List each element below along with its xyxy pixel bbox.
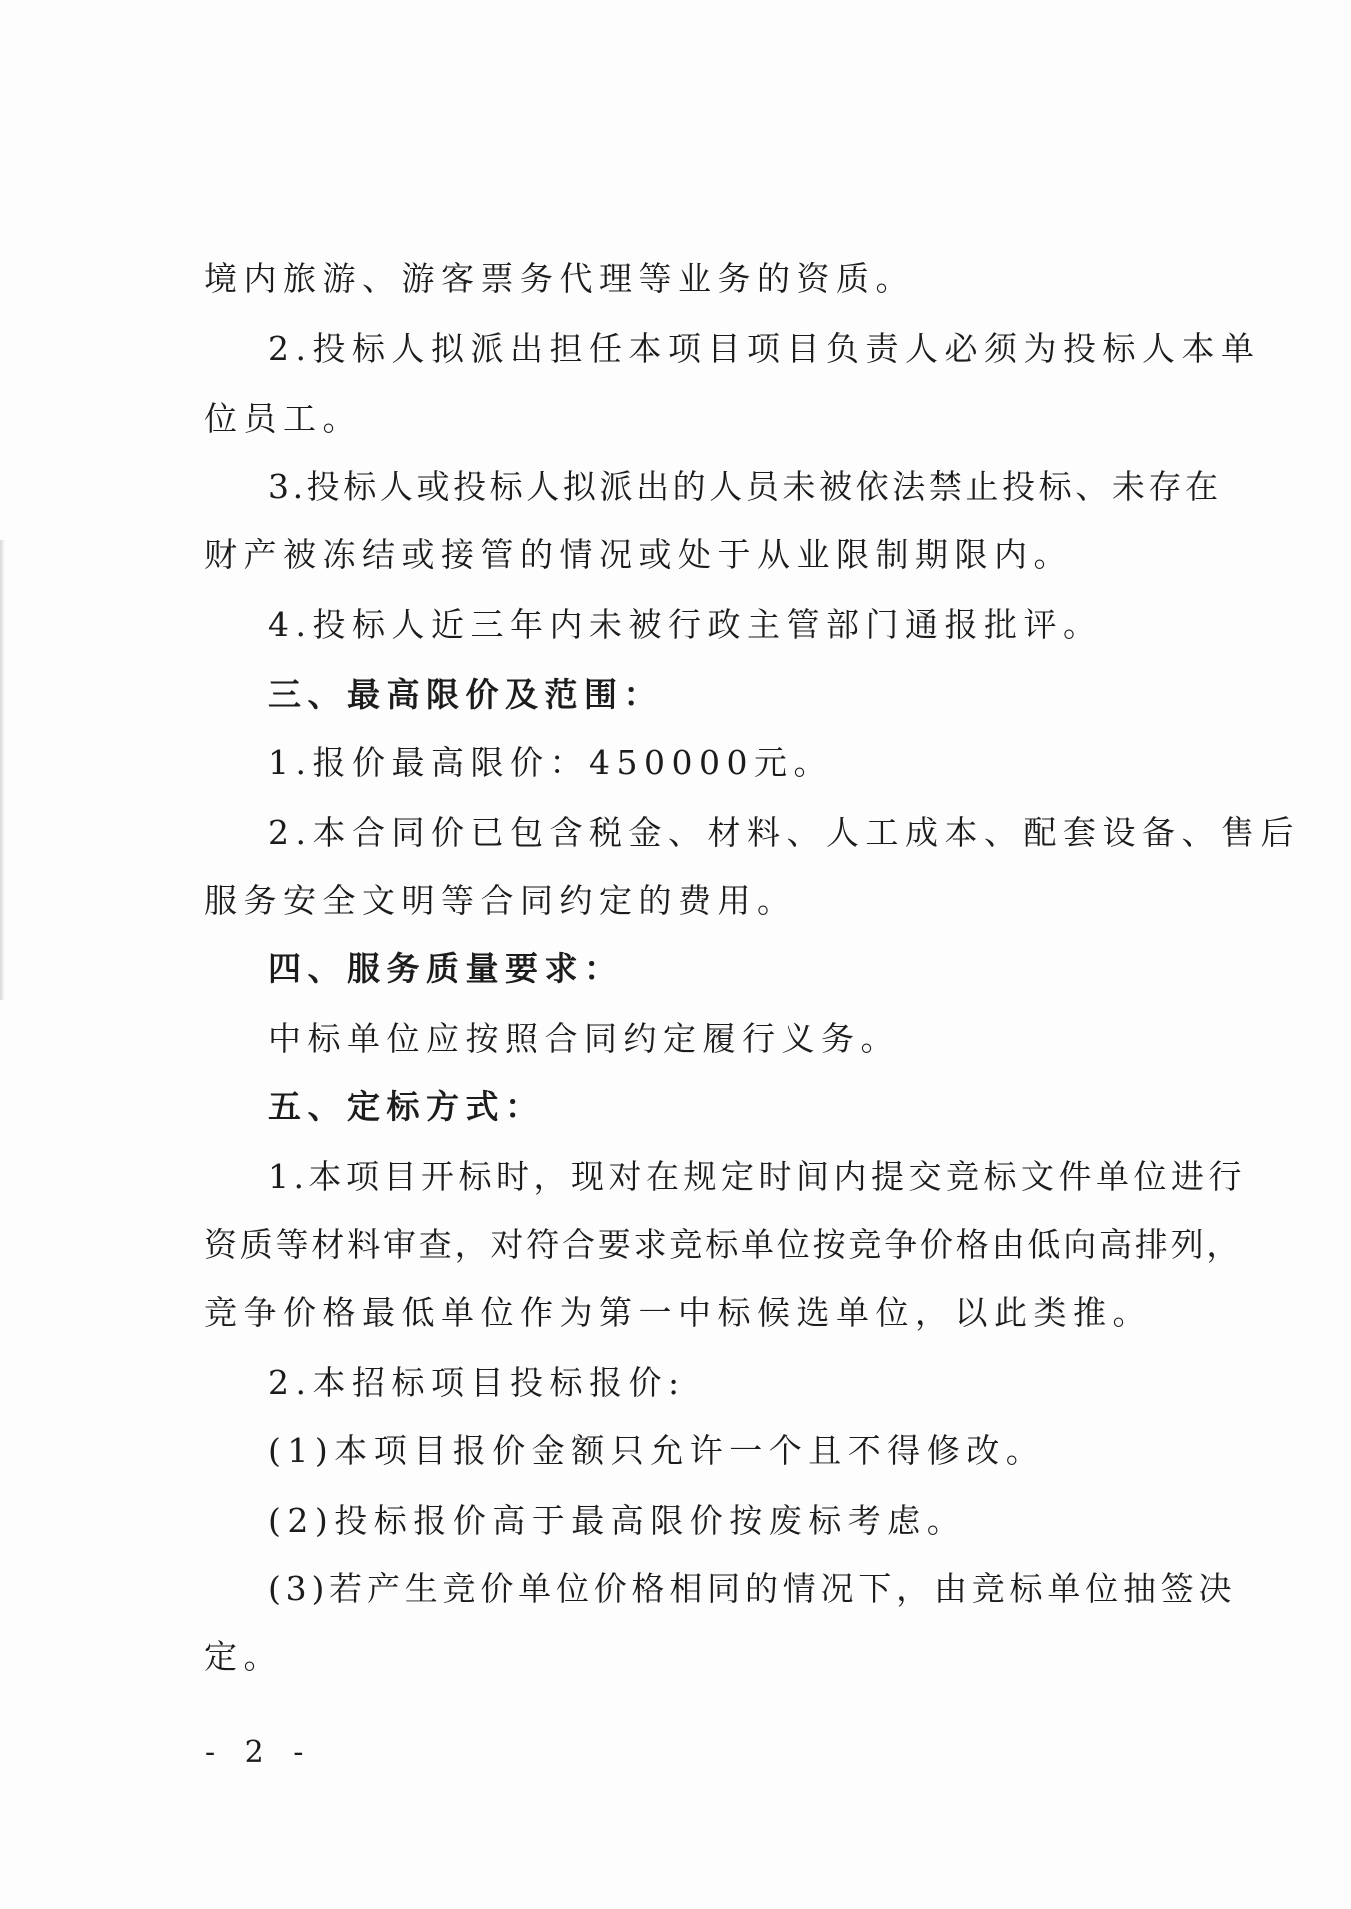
- body-line: 2.投标人拟派出担任本项目项目负责人必须为投标人本单: [268, 329, 1261, 368]
- body-line: 服务安全文明等合同约定的费用。: [204, 881, 797, 920]
- body-line: 定。: [204, 1637, 283, 1676]
- section-heading-3: 三、最高限价及范围：: [268, 675, 663, 714]
- body-line: 竞争价格最低单位作为第一中标候选单位，以此类推。: [204, 1293, 1152, 1332]
- body-line: 2.本招标项目投标报价:: [268, 1363, 686, 1402]
- body-line: 4.投标人近三年内未被行政主管部门通报批评。: [268, 605, 1103, 644]
- body-line: 中标单位应按照合同约定履行义务。: [268, 1019, 900, 1058]
- body-line: (1)本项目报价金额只允许一个且不得修改。: [268, 1431, 1046, 1470]
- body-line: (2)投标报价高于最高限价按废标考虑。: [268, 1501, 967, 1540]
- scan-edge-shadow: [0, 540, 5, 1000]
- section-heading-5: 五、定标方式：: [268, 1087, 545, 1126]
- page-number: - 2 -: [205, 1735, 314, 1770]
- body-line: 资质等材料审查，对符合要求竞标单位按竞争价格由低向高排列，: [204, 1225, 1243, 1264]
- body-line: 财产被冻结或接管的情况或处于从业限制期限内。: [204, 535, 1073, 574]
- body-line: 位员工。: [204, 399, 362, 438]
- body-line: 3.投标人或投标人拟派出的人员未被依法禁止投标、未存在: [268, 467, 1222, 506]
- body-line: 1.报价最高限价：450000元。: [268, 743, 833, 782]
- body-line: 境内旅游、游客票务代理等业务的资质。: [204, 259, 915, 298]
- body-line: 2.本合同价已包含税金、材料、人工成本、配套设备、售后: [268, 813, 1300, 852]
- body-line: (3)若产生竞价单位价格相同的情况下，由竞标单位抽签决: [268, 1569, 1237, 1608]
- body-line: 1.本项目开标时，现对在规定时间内提交竞标文件单位进行: [268, 1157, 1246, 1196]
- section-heading-4: 四、服务质量要求：: [268, 949, 624, 988]
